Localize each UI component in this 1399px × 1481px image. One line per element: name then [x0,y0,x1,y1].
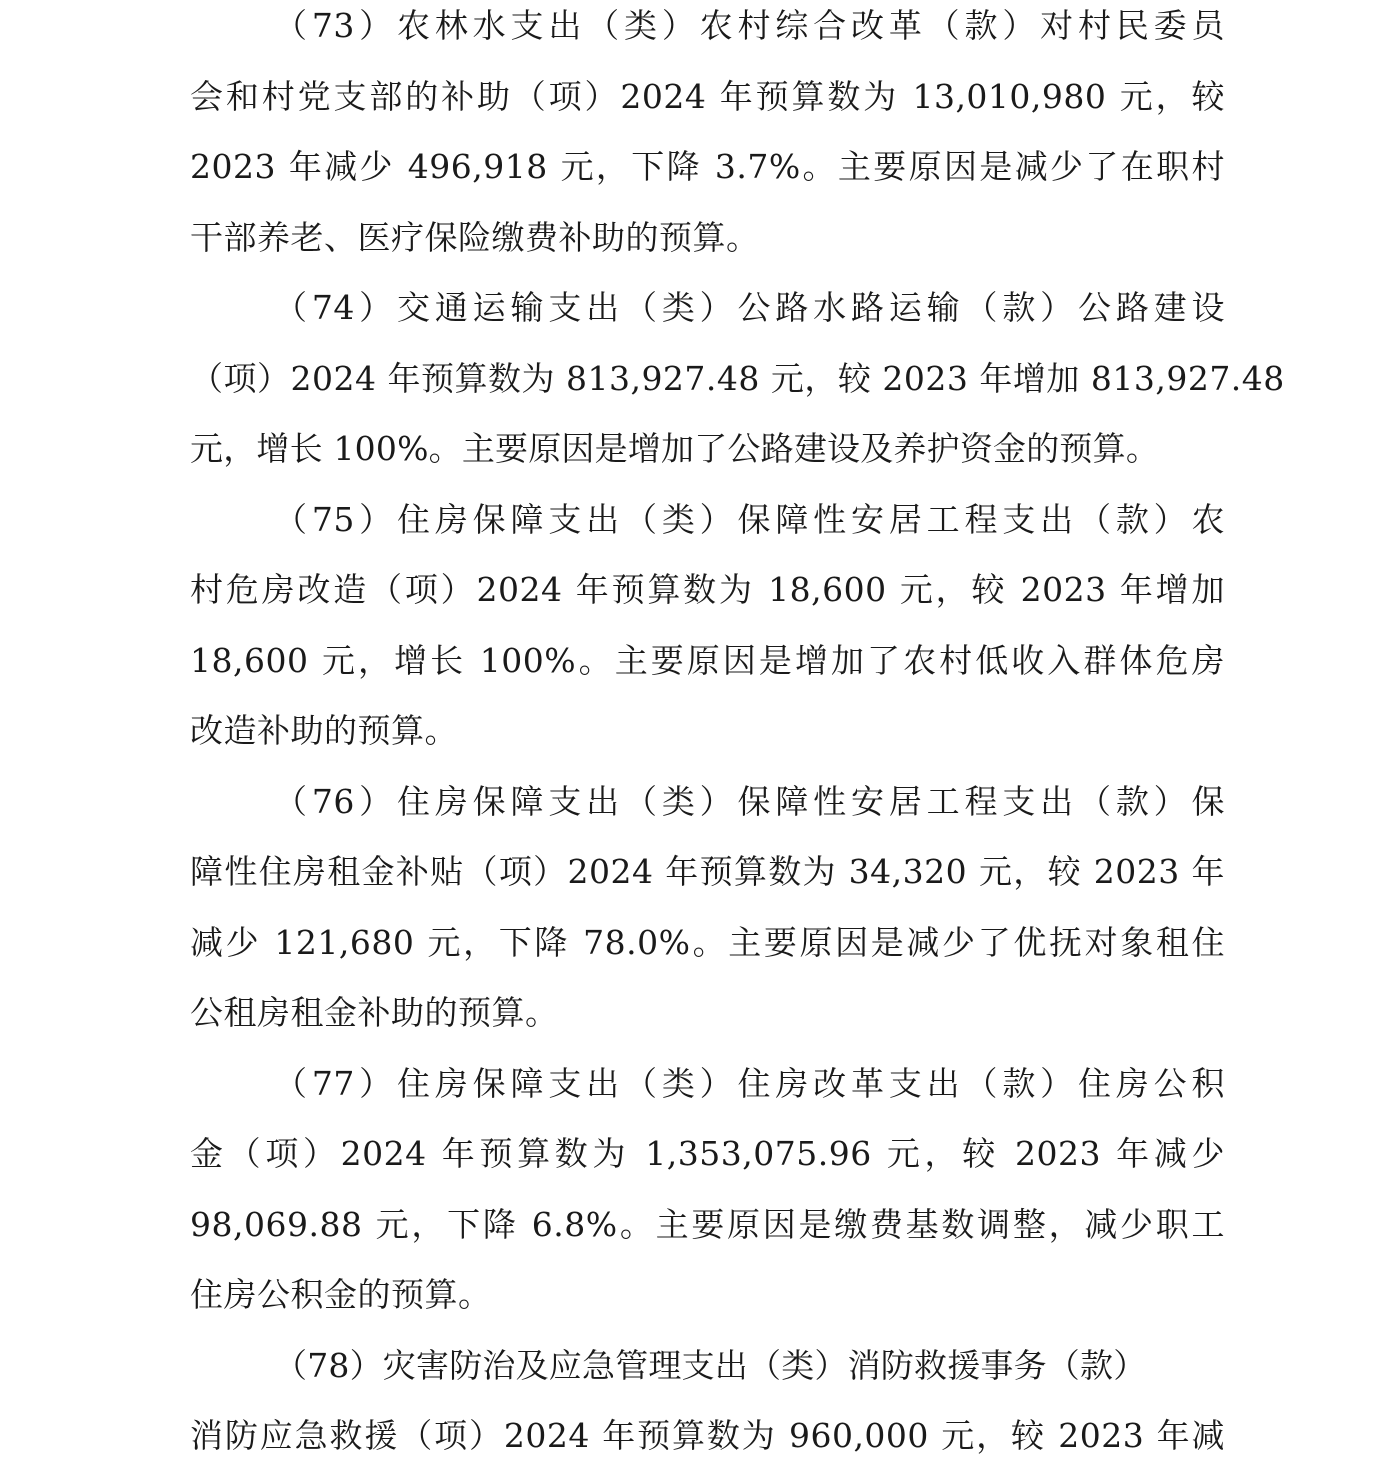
paragraph-line: 干部养老、医疗保险缴费补助的预算。 [190,217,760,257]
paragraph-line: 减少 121,680 元，下降 78.0%。主要原因是减少了优抚对象租住 [190,922,1225,962]
paragraph-line: 金（项）2024 年预算数为 1,353,075.96 元，较 2023 年减少 [190,1134,1225,1173]
paragraph-line: 障性住房租金补贴（项）2024 年预算数为 34,320 元，较 2023 年 [190,852,1225,891]
paragraph-line: （78）灾害防治及应急管理支出（类）消防救援事务（款） [274,1345,1147,1385]
paragraph-line: 消防应急救援（项）2024 年预算数为 960,000 元，较 2023 年减 [190,1416,1225,1455]
paragraph-75 [190,494,1225,776]
paragraph-line: （项）2024 年预算数为 813,927.48 元，较 2023 年增加 813,927.48 [190,358,1285,398]
paragraph-line: （77）住房保障支出（类）住房改革支出（款）住房公积 [274,1063,1225,1103]
document-page [190,0,1285,1481]
paragraph-line: 住房公积金的预算。 [190,1275,492,1314]
paragraph-line: （74）交通运输支出（类）公路水路运输（款）公路建设 [274,288,1225,327]
paragraph-76 [190,776,1225,1058]
paragraph-line: 村危房改造（项）2024 年预算数为 18,600 元，较 2023 年增加 [190,570,1225,609]
paragraph-line: 98,069.88 元，下降 6.8%。主要原因是缴费基数调整，减少职工 [190,1204,1225,1244]
paragraph-77 [190,1058,1225,1340]
paragraph-line: （73）农林水支出（类）农村综合改革（款）对村民委员 [274,6,1225,45]
paragraph-78 [190,1340,1225,1481]
paragraph-line: 18,600 元，增长 100%。主要原因是增加了农村低收入群体危房 [190,640,1225,680]
paragraph-73 [190,0,1225,282]
paragraph-line: 改造补助的预算。 [190,711,458,750]
paragraph-line: 元，增长 100%。主要原因是增加了公路建设及养护资金的预算。 [190,429,1160,468]
paragraph-line: 2023 年减少 496,918 元，下降 3.7%。主要原因是减少了在职村 [190,147,1225,186]
paragraph-line: 公租房租金补助的预算。 [190,993,559,1032]
paragraph-line: 会和村党支部的补助（项）2024 年预算数为 13,010,980 元，较 [190,76,1225,116]
paragraph-line: （76）住房保障支出（类）保障性安居工程支出（款）保 [274,781,1225,821]
paragraph-74 [190,282,1285,494]
paragraph-line: （75）住房保障支出（类）保障性安居工程支出（款）农 [274,499,1225,539]
